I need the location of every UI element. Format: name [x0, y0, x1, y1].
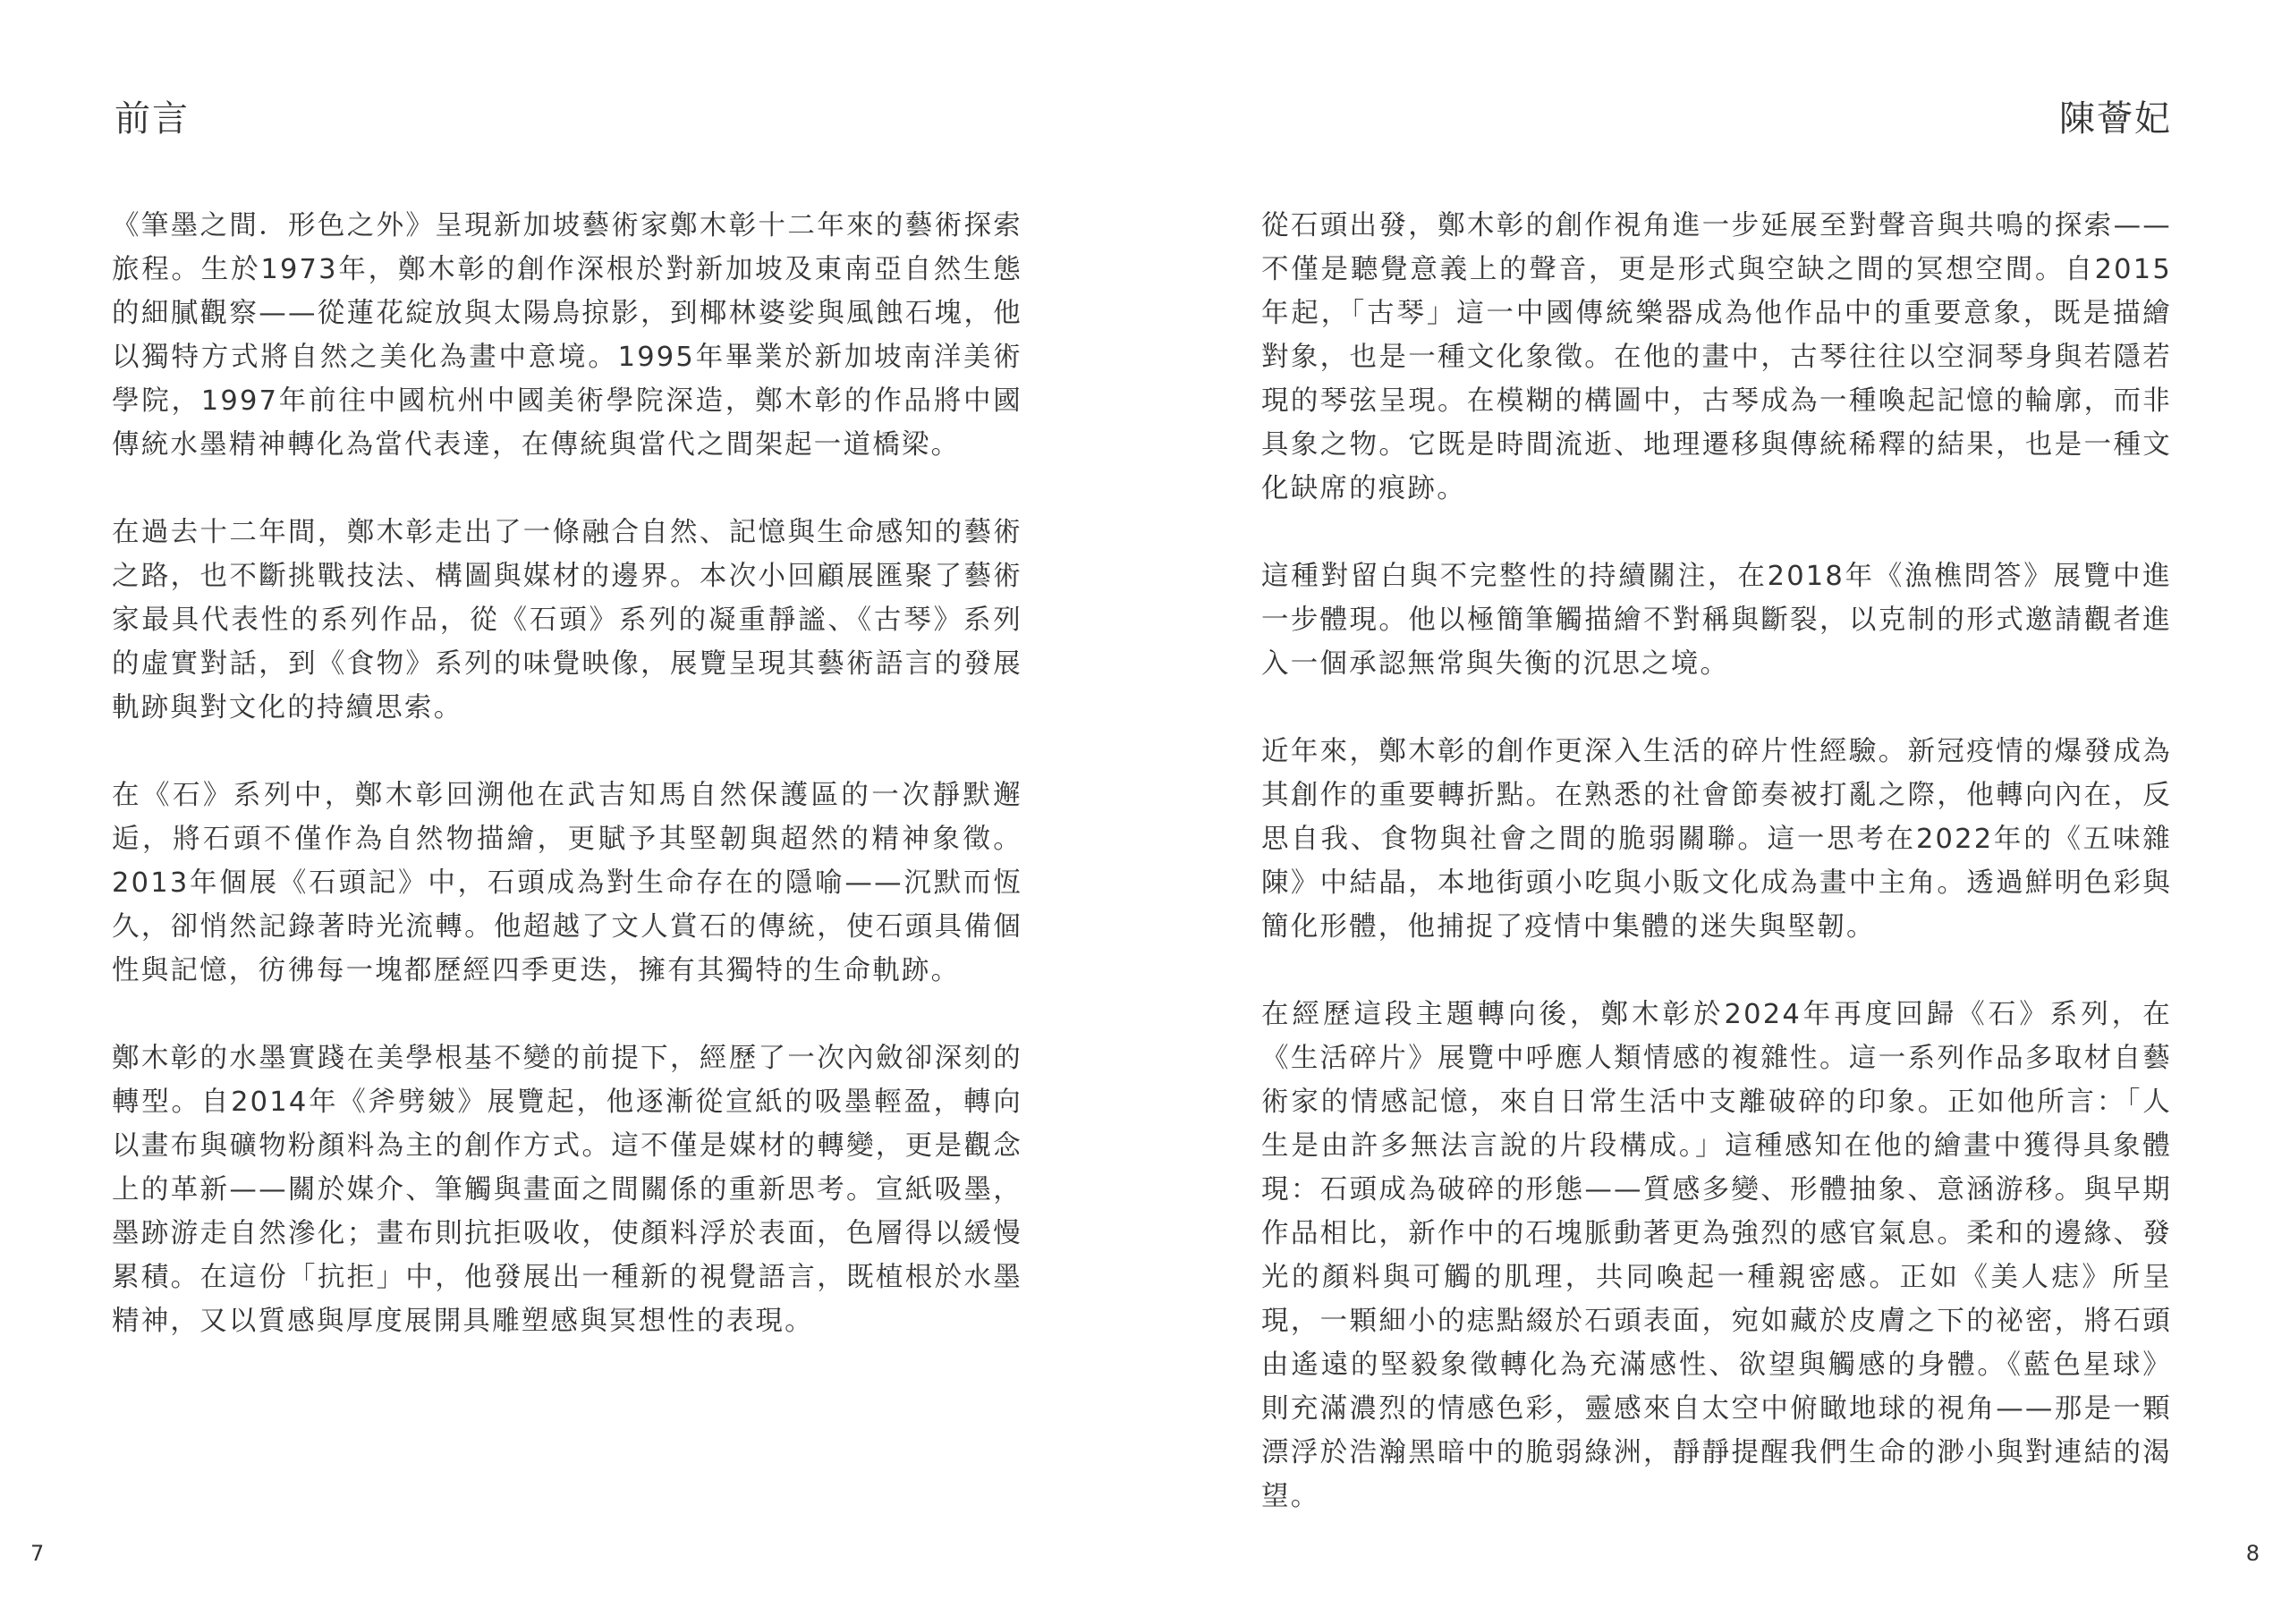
paragraph: 《筆墨之間．形色之外》呈現新加坡藝術家鄭木彰十二年來的藝術探索旅程。生於1973年，鄭木彰的創作深根於對新加坡及東南亞自然生態的細膩觀察——從蓮花綻放與太陽鳥掠影，到椰林婆娑與風蝕石塊，他以獨特方式將自然之美化為畫中意境。1995年畢業於新加坡南洋美術學院，1997年前往中國杭州中國美術學院深造，鄭木彰的作品將中國傳統水墨精神轉化為當代表達，在傳統與當代之間架起一道橋梁。	[112, 210, 1022, 461]
page-number: 7	[30, 1541, 45, 1566]
paragraph: 鄭木彰的水墨實踐在美學根基不變的前提下，經歷了一次內斂卻深刻的轉型。自2014年《斧劈皴》展覽起，他逐漸從宣紙的吸墨輕盈，轉向以畫布與礦物粉顏料為主的創作方式。這不僅是媒材的轉變，更是觀念上的革新——關於媒介、筆觸與畫面之間關係的重新思考。宣紙吸墨，墨跡游走自然滲化；畫布則抗拒吸收，使顏料浮於表面，色層得以緩慢累積。在這份「抗拒」中，他發展出一種新的視覺語言，既植根於水墨精神，又以質感與厚度展開具雕塑感與冥想性的表現。	[112, 1043, 1022, 1337]
paragraph: 這種對留白與不完整性的持續關注，在2018年《漁樵問答》展覽中進一步體現。他以極簡筆觸描繪不對稱與斷裂，以克制的形式邀請觀者進入一個承認無常與失衡的沉思之境。	[1261, 561, 2172, 680]
body-text-column	[112, 204, 1022, 1343]
page-title: 前言	[114, 98, 190, 140]
body-text-column	[1261, 204, 2172, 1518]
page-number: 8	[2245, 1541, 2260, 1566]
paragraph: 從石頭出發，鄭木彰的創作視角進一步延展至對聲音與共鳴的探索——不僅是聽覺意義上的聲音，更是形式與空缺之間的冥想空間。自2015年起，「古琴」這一中國傳統樂器成為他作品中的重要意象，既是描繪對象，也是一種文化象徵。在他的畫中，古琴往往以空洞琴身與若隱若現的琴弦呈現。在模糊的構圖中，古琴成為一種喚起記憶的輪廓，而非具象之物。它既是時間流逝、地理遷移與傳統稀釋的結果，也是一種文化缺席的痕跡。	[1261, 210, 2172, 504]
right-page	[1145, 0, 2290, 1624]
paragraph: 在《石》系列中，鄭木彰回溯他在武吉知馬自然保護區的一次靜默邂逅，將石頭不僅作為自然物描繪，更賦予其堅韌與超然的精神象徵。2013年個展《石頭記》中，石頭成為對生命存在的隱喻——沉默而恆久，卻悄然記錄著時光流轉。他超越了文人賞石的傳統，使石頭具備個性與記憶，彷彿每一塊都歷經四季更迭，擁有其獨特的生命軌跡。	[112, 780, 1022, 986]
paragraph: 在經歷這段主題轉向後，鄭木彰於2024年再度回歸《石》系列，在《生活碎片》展覽中呼應人類情感的複雜性。這一系列作品多取材自藝術家的情感記憶，來自日常生活中支離破碎的印象。正如他所言：「人生是由許多無法言說的片段構成。」這種感知在他的繪畫中獲得具象體現：石頭成為破碎的形態——質感多變、形體抽象、意涵游移。與早期作品相比，新作中的石塊脈動著更為強烈的感官氣息。柔和的邊緣、發光的顏料與可觸的肌理，共同喚起一種親密感。正如《美人痣》所呈現，一顆細小的痣點綴於石頭表面，宛如藏於皮膚之下的祕密，將石頭由遙遠的堅毅象徵轉化為充滿感性、欲望與觸感的身體。《藍色星球》則充滿濃烈的情感色彩，靈感來自太空中俯瞰地球的視角——那是一顆漂浮於浩瀚黑暗中的脆弱綠洲，靜靜提醒我們生命的渺小與對連結的渴望。	[1261, 999, 2172, 1512]
paragraph: 在過去十二年間，鄭木彰走出了一條融合自然、記憶與生命感知的藝術之路，也不斷挑戰技法、構圖與媒材的邊界。本次小回顧展匯聚了藝術家最具代表性的系列作品，從《石頭》系列的凝重靜謐、《古琴》系列的虛實對話，到《食物》系列的味覺映像，展覽呈現其藝術語言的發展軌跡與對文化的持續思索。	[112, 517, 1022, 723]
author-name: 陳薈妃	[2059, 98, 2172, 140]
paragraph: 近年來，鄭木彰的創作更深入生活的碎片性經驗。新冠疫情的爆發成為其創作的重要轉折點。在熟悉的社會節奏被打亂之際，他轉向內在，反思自我、食物與社會之間的脆弱關聯。這一思考在2022年的《五味雜陳》中結晶，本地街頭小吃與小販文化成為畫中主角。透過鮮明色彩與簡化形體，他捕捉了疫情中集體的迷失與堅韌。	[1261, 736, 2172, 943]
